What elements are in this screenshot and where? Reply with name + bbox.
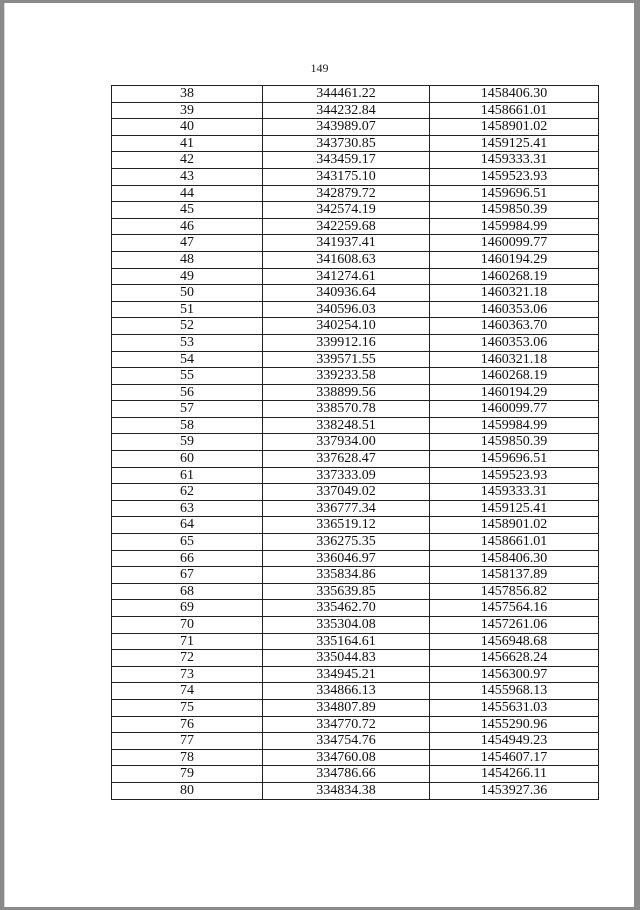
- y-coordinate-cell: 1458137.89: [430, 567, 599, 584]
- point-number-cell: 73: [112, 666, 263, 683]
- x-coordinate-cell: 338570.78: [263, 401, 430, 418]
- y-coordinate-cell: 1458901.02: [430, 517, 599, 534]
- x-coordinate-cell: 343989.07: [263, 119, 430, 136]
- point-number-cell: 55: [112, 368, 263, 385]
- table-row: [112, 733, 599, 750]
- point-number-cell: 76: [112, 716, 263, 733]
- table-row: [112, 500, 599, 517]
- x-coordinate-cell: 334786.66: [263, 766, 430, 783]
- point-number-cell: 68: [112, 583, 263, 600]
- x-coordinate-cell: 342259.68: [263, 218, 430, 235]
- point-number-cell: 52: [112, 318, 263, 335]
- x-coordinate-cell: 339912.16: [263, 334, 430, 351]
- y-coordinate-cell: 1455968.13: [430, 683, 599, 700]
- table-row: [112, 251, 599, 268]
- table-row: [112, 567, 599, 584]
- point-number-cell: 51: [112, 301, 263, 318]
- x-coordinate-cell: 334760.08: [263, 749, 430, 766]
- table-row: [112, 417, 599, 434]
- y-coordinate-cell: 1458406.30: [430, 550, 599, 567]
- table-row: [112, 368, 599, 385]
- point-number-cell: 61: [112, 467, 263, 484]
- table-row: [112, 467, 599, 484]
- table-row: [112, 152, 599, 169]
- table-row: [112, 285, 599, 302]
- x-coordinate-cell: 337049.02: [263, 484, 430, 501]
- table-row: [112, 102, 599, 119]
- table-row: [112, 168, 599, 185]
- table-row: [112, 135, 599, 152]
- x-coordinate-cell: 344461.22: [263, 86, 430, 103]
- y-coordinate-cell: 1456300.97: [430, 666, 599, 683]
- table-row: [112, 351, 599, 368]
- x-coordinate-cell: 337934.00: [263, 434, 430, 451]
- x-coordinate-cell: 335164.61: [263, 633, 430, 650]
- y-coordinate-cell: 1460353.06: [430, 301, 599, 318]
- point-number-cell: 59: [112, 434, 263, 451]
- document-page: [4, 3, 634, 907]
- x-coordinate-cell: 334770.72: [263, 716, 430, 733]
- point-number-cell: 50: [112, 285, 263, 302]
- x-coordinate-cell: 339233.58: [263, 368, 430, 385]
- point-number-cell: 38: [112, 86, 263, 103]
- point-number-cell: 54: [112, 351, 263, 368]
- x-coordinate-cell: 338899.56: [263, 384, 430, 401]
- table-row: [112, 185, 599, 202]
- x-coordinate-cell: 336519.12: [263, 517, 430, 534]
- table-row: [112, 218, 599, 235]
- y-coordinate-cell: 1454607.17: [430, 749, 599, 766]
- x-coordinate-cell: 336777.34: [263, 500, 430, 517]
- point-number-cell: 46: [112, 218, 263, 235]
- x-coordinate-cell: 340596.03: [263, 301, 430, 318]
- table-row: [112, 451, 599, 468]
- table-row: [112, 202, 599, 219]
- y-coordinate-cell: 1457856.82: [430, 583, 599, 600]
- y-coordinate-cell: 1460194.29: [430, 384, 599, 401]
- table-row: [112, 318, 599, 335]
- x-coordinate-cell: 343730.85: [263, 135, 430, 152]
- y-coordinate-cell: 1456628.24: [430, 650, 599, 667]
- point-number-cell: 70: [112, 617, 263, 634]
- point-number-cell: 77: [112, 733, 263, 750]
- point-number-cell: 75: [112, 699, 263, 716]
- y-coordinate-cell: 1453927.36: [430, 782, 599, 799]
- y-coordinate-cell: 1459523.93: [430, 168, 599, 185]
- x-coordinate-cell: 337628.47: [263, 451, 430, 468]
- point-number-cell: 60: [112, 451, 263, 468]
- x-coordinate-cell: 341937.41: [263, 235, 430, 252]
- table-row: [112, 86, 599, 103]
- table-row: [112, 484, 599, 501]
- table-row: [112, 617, 599, 634]
- point-number-cell: 49: [112, 268, 263, 285]
- point-number-cell: 42: [112, 152, 263, 169]
- table-row: [112, 119, 599, 136]
- point-number-cell: 62: [112, 484, 263, 501]
- y-coordinate-cell: 1459984.99: [430, 218, 599, 235]
- y-coordinate-cell: 1459333.31: [430, 152, 599, 169]
- x-coordinate-cell: 334866.13: [263, 683, 430, 700]
- point-number-cell: 47: [112, 235, 263, 252]
- y-coordinate-cell: 1455290.96: [430, 716, 599, 733]
- x-coordinate-cell: 335044.83: [263, 650, 430, 667]
- table-row: [112, 699, 599, 716]
- page-number: 149: [310, 61, 329, 75]
- table-row: [112, 301, 599, 318]
- y-coordinate-cell: 1460363.70: [430, 318, 599, 335]
- point-number-cell: 41: [112, 135, 263, 152]
- table-row: [112, 401, 599, 418]
- x-coordinate-cell: 341274.61: [263, 268, 430, 285]
- point-number-cell: 67: [112, 567, 263, 584]
- y-coordinate-cell: 1454266.11: [430, 766, 599, 783]
- x-coordinate-cell: 334807.89: [263, 699, 430, 716]
- table-row: [112, 716, 599, 733]
- y-coordinate-cell: 1460321.18: [430, 351, 599, 368]
- table-row: [112, 633, 599, 650]
- y-coordinate-cell: 1460194.29: [430, 251, 599, 268]
- table-row: [112, 766, 599, 783]
- x-coordinate-cell: 340254.10: [263, 318, 430, 335]
- x-coordinate-cell: 344232.84: [263, 102, 430, 119]
- y-coordinate-cell: 1458406.30: [430, 86, 599, 103]
- point-number-cell: 63: [112, 500, 263, 517]
- x-coordinate-cell: 342574.19: [263, 202, 430, 219]
- table-row: [112, 650, 599, 667]
- table-row: [112, 434, 599, 451]
- y-coordinate-cell: 1457261.06: [430, 617, 599, 634]
- x-coordinate-cell: 334754.76: [263, 733, 430, 750]
- x-coordinate-cell: 336046.97: [263, 550, 430, 567]
- y-coordinate-cell: 1457564.16: [430, 600, 599, 617]
- point-number-cell: 58: [112, 417, 263, 434]
- x-coordinate-cell: 340936.64: [263, 285, 430, 302]
- table-row: [112, 268, 599, 285]
- point-number-cell: 53: [112, 334, 263, 351]
- x-coordinate-cell: 342879.72: [263, 185, 430, 202]
- coordinates-table-body: [112, 86, 599, 800]
- point-number-cell: 57: [112, 401, 263, 418]
- x-coordinate-cell: 334834.38: [263, 782, 430, 799]
- point-number-cell: 69: [112, 600, 263, 617]
- y-coordinate-cell: 1459333.31: [430, 484, 599, 501]
- table-row: [112, 583, 599, 600]
- y-coordinate-cell: 1454949.23: [430, 733, 599, 750]
- point-number-cell: 43: [112, 168, 263, 185]
- y-coordinate-cell: 1459696.51: [430, 451, 599, 468]
- y-coordinate-cell: 1459125.41: [430, 135, 599, 152]
- x-coordinate-cell: 343175.10: [263, 168, 430, 185]
- y-coordinate-cell: 1460321.18: [430, 285, 599, 302]
- x-coordinate-cell: 335462.70: [263, 600, 430, 617]
- point-number-cell: 39: [112, 102, 263, 119]
- y-coordinate-cell: 1455631.03: [430, 699, 599, 716]
- table-row: [112, 666, 599, 683]
- point-number-cell: 79: [112, 766, 263, 783]
- table-row: [112, 384, 599, 401]
- point-number-cell: 40: [112, 119, 263, 136]
- x-coordinate-cell: 335834.86: [263, 567, 430, 584]
- point-number-cell: 78: [112, 749, 263, 766]
- y-coordinate-cell: 1459125.41: [430, 500, 599, 517]
- table-row: [112, 749, 599, 766]
- x-coordinate-cell: 334945.21: [263, 666, 430, 683]
- coordinates-table: [111, 85, 599, 800]
- y-coordinate-cell: 1460353.06: [430, 334, 599, 351]
- x-coordinate-cell: 335304.08: [263, 617, 430, 634]
- point-number-cell: 74: [112, 683, 263, 700]
- point-number-cell: 44: [112, 185, 263, 202]
- y-coordinate-cell: 1460268.19: [430, 268, 599, 285]
- y-coordinate-cell: 1456948.68: [430, 633, 599, 650]
- y-coordinate-cell: 1458661.01: [430, 534, 599, 551]
- x-coordinate-cell: 336275.35: [263, 534, 430, 551]
- point-number-cell: 71: [112, 633, 263, 650]
- table-row: [112, 782, 599, 799]
- x-coordinate-cell: 341608.63: [263, 251, 430, 268]
- point-number-cell: 48: [112, 251, 263, 268]
- x-coordinate-cell: 335639.85: [263, 583, 430, 600]
- point-number-cell: 45: [112, 202, 263, 219]
- y-coordinate-cell: 1459984.99: [430, 417, 599, 434]
- y-coordinate-cell: 1459523.93: [430, 467, 599, 484]
- y-coordinate-cell: 1460268.19: [430, 368, 599, 385]
- x-coordinate-cell: 337333.09: [263, 467, 430, 484]
- point-number-cell: 80: [112, 782, 263, 799]
- table-row: [112, 517, 599, 534]
- table-row: [112, 334, 599, 351]
- y-coordinate-cell: 1459696.51: [430, 185, 599, 202]
- x-coordinate-cell: 339571.55: [263, 351, 430, 368]
- y-coordinate-cell: 1459850.39: [430, 202, 599, 219]
- table-row: [112, 683, 599, 700]
- table-row: [112, 600, 599, 617]
- y-coordinate-cell: 1459850.39: [430, 434, 599, 451]
- y-coordinate-cell: 1458661.01: [430, 102, 599, 119]
- point-number-cell: 56: [112, 384, 263, 401]
- table-row: [112, 550, 599, 567]
- x-coordinate-cell: 343459.17: [263, 152, 430, 169]
- y-coordinate-cell: 1460099.77: [430, 401, 599, 418]
- point-number-cell: 66: [112, 550, 263, 567]
- y-coordinate-cell: 1458901.02: [430, 119, 599, 136]
- table-row: [112, 534, 599, 551]
- table-row: [112, 235, 599, 252]
- point-number-cell: 64: [112, 517, 263, 534]
- point-number-cell: 65: [112, 534, 263, 551]
- point-number-cell: 72: [112, 650, 263, 667]
- y-coordinate-cell: 1460099.77: [430, 235, 599, 252]
- x-coordinate-cell: 338248.51: [263, 417, 430, 434]
